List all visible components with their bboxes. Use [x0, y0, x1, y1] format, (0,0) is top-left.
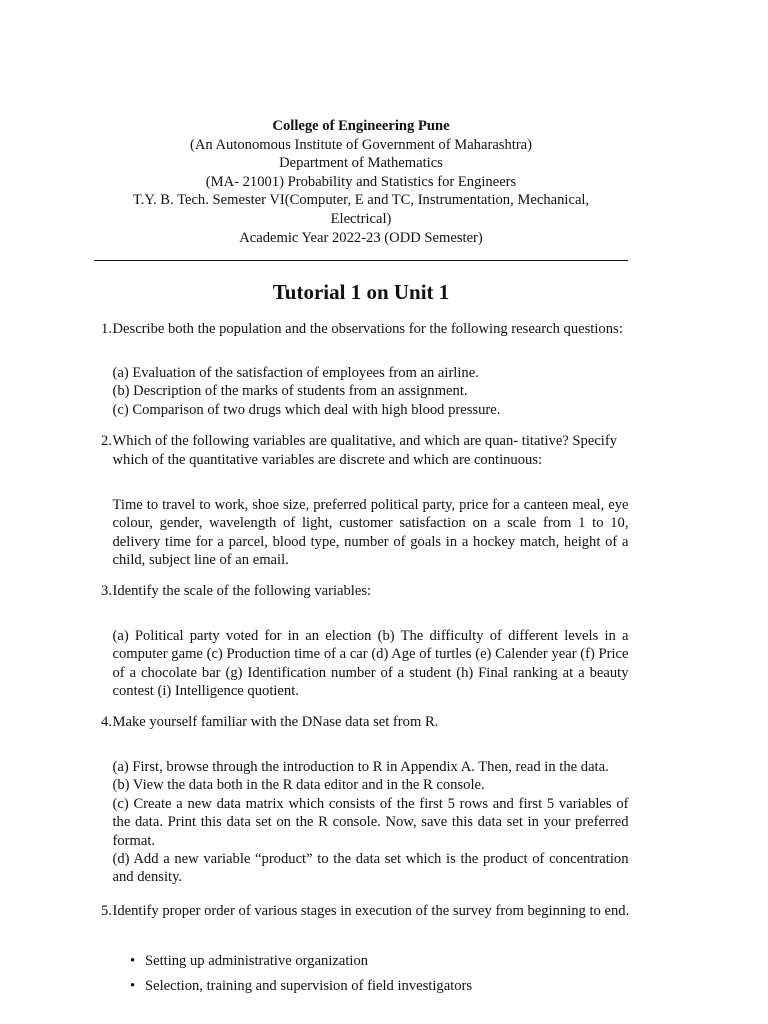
question-part: (a) Evaluation of the satisfaction of employees from an airline. [112, 365, 479, 381]
bullet-text: Setting up administrative organization [145, 953, 369, 969]
question-number: 2. [101, 433, 112, 449]
header-divider [94, 260, 628, 261]
question-part: (c) Create a new data matrix which consists of the first 5 rows and first 5 variables of the data. Print this data set on the R console. Now, save this data set in your preferred format. [112, 795, 629, 849]
bullet-item [129, 977, 609, 996]
bullet-icon: • [130, 977, 136, 994]
question-text: Describe both the population and the observations for the following research questions: [112, 321, 623, 337]
page-title: Tutorial 1 on Unit 1 [272, 280, 450, 304]
question-3-body: (a) Political party voted for in an election (b) The difficulty of different levels in a computer game (c) Production time of a car (d) Age of turtles (e) Calender year (f) Price of a chocolate bar (g) Identification number of a student (h) Final ranking at a beauty contest (i) Intelligence quotient. [112, 628, 629, 700]
question-part: (b) View the data both in the R data editor and in the R console. [112, 777, 485, 794]
question-text: Identify the scale of the following variables: [112, 583, 372, 599]
question-number: 4. [101, 714, 112, 730]
question-1-parts [113, 364, 629, 419]
question-text: Identify proper order of various stages in execution of the survey from beginning to end. [112, 903, 630, 919]
bullet-text: Selection, training and supervision of field investigators [145, 977, 473, 994]
institute-subtitle: (An Autonomous Institute of Government of Maharashtra) [189, 136, 533, 153]
question-text: Make yourself familiar with the DNase data set from R. [112, 714, 439, 730]
institute-name: College of Engineering Pune [272, 118, 450, 134]
program-line-1: T.Y. B. Tech. Semester VI(Computer, E and TC, Instrumentation, Mechanical, [132, 192, 590, 209]
question-text: Which of the following variables are qualitative, and which are quan- titative? Specify which of the quantitative variables are discrete and which are continuous: [112, 433, 618, 468]
question-part: (a) First, browse through the introduction to R in Appendix A. Then, read in the data. [112, 759, 609, 775]
question-part: (d) Add a new variable “product” to the data set which is the product of concentration and density. [112, 851, 629, 886]
question-number: 1. [101, 321, 112, 337]
bullet-icon: • [130, 953, 136, 969]
question-1 [94, 320, 630, 339]
question-part: (c) Comparison of two drugs which deal with high blood pressure. [112, 401, 501, 418]
question-4 [94, 713, 630, 732]
question-5 [94, 902, 630, 921]
course-name: (MA- 21001) Probability and Statistics for Engineers [205, 173, 517, 190]
question-part: (b) Description of the marks of students from an assignment. [112, 383, 468, 400]
program-line-2: Electrical) [330, 210, 392, 227]
question-2-body: Time to travel to work, shoe size, preferred political party, price for a canteen meal, eye colour, gender, wavelength of light, customer satisfaction on a scale from 1 to 10, delivery time for a parcel, blood type, number of goals in a hockey match, height of a child, subject line of an email. [112, 497, 629, 569]
question-number: 5. [101, 903, 112, 919]
bullet-item [129, 952, 609, 971]
question-4-parts [113, 758, 629, 887]
question-3 [94, 582, 630, 601]
question-2 [94, 432, 630, 469]
question-number: 3. [101, 583, 112, 599]
question-5-bullets [129, 952, 609, 1002]
document-header [94, 117, 628, 247]
department-name: Department of Mathematics [279, 155, 443, 172]
academic-year: Academic Year 2022-23 (ODD Semester) [239, 229, 483, 246]
